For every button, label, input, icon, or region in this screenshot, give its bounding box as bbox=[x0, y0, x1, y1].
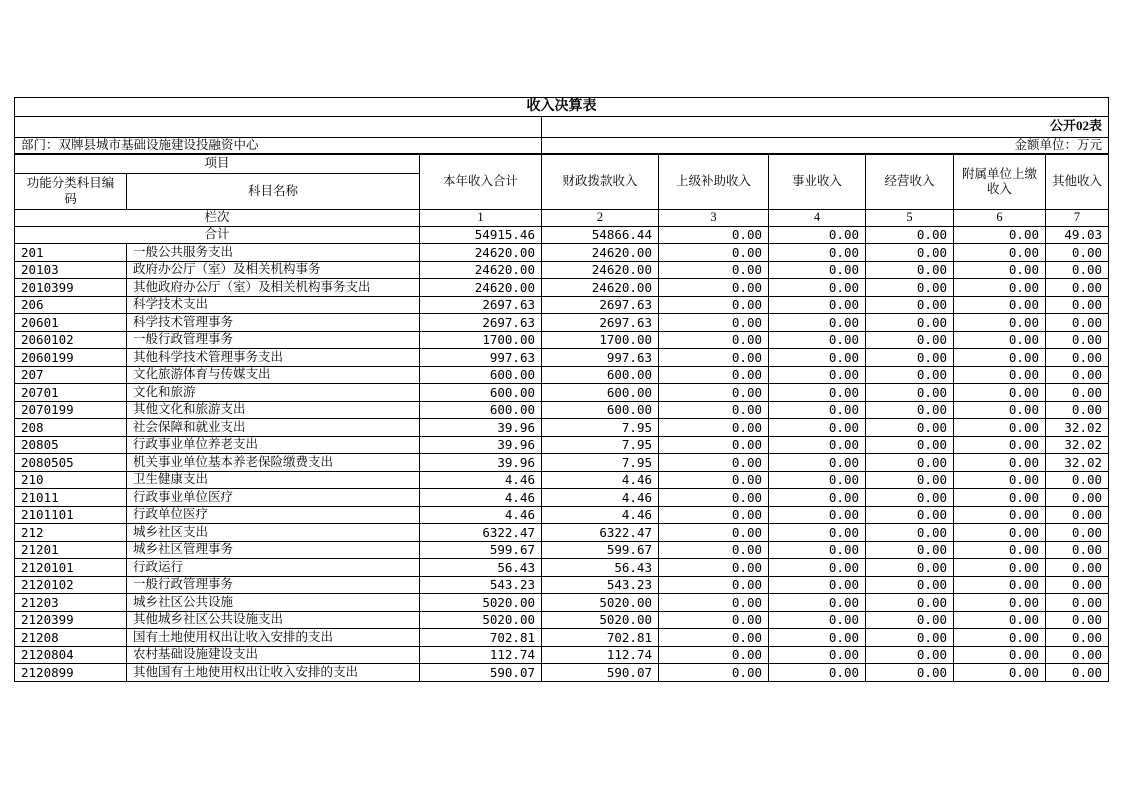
value-cell: 4.46 bbox=[420, 489, 542, 507]
subject-name-cell: 一般行政管理事务 bbox=[127, 576, 420, 594]
value-cell: 0.00 bbox=[866, 524, 954, 542]
value-cell: 0.00 bbox=[866, 366, 954, 384]
value-cell: 0.00 bbox=[769, 384, 866, 402]
value-cell: 0.00 bbox=[1046, 629, 1109, 647]
subject-name-cell: 文化和旅游 bbox=[127, 384, 420, 402]
value-cell: 0.00 bbox=[1046, 349, 1109, 367]
value-cell: 0.00 bbox=[1046, 296, 1109, 314]
value-cell: 0.00 bbox=[866, 646, 954, 664]
subject-name-cell: 社会保障和就业支出 bbox=[127, 419, 420, 437]
project-header: 项目 bbox=[15, 154, 420, 174]
col-header-annual-total-income: 本年收入合计 bbox=[420, 154, 542, 210]
col-header-other-income: 其他收入 bbox=[1046, 154, 1109, 210]
table-row bbox=[15, 366, 1109, 384]
value-cell: 0.00 bbox=[659, 594, 769, 612]
col-header-fiscal-appropriation-income: 财政拨款收入 bbox=[542, 154, 659, 210]
table-row bbox=[15, 454, 1109, 472]
total-value: 54915.46 bbox=[420, 226, 542, 244]
function-code-cell: 207 bbox=[15, 366, 127, 384]
value-cell: 0.00 bbox=[866, 244, 954, 262]
value-cell: 4.46 bbox=[420, 506, 542, 524]
table-code-label: 公开02表 bbox=[542, 116, 1109, 137]
column-index-label: 栏次 bbox=[15, 210, 420, 227]
value-cell: 0.00 bbox=[659, 296, 769, 314]
value-cell: 0.00 bbox=[659, 314, 769, 332]
value-cell: 0.00 bbox=[659, 664, 769, 682]
table-row bbox=[15, 349, 1109, 367]
subject-name-cell: 其他科学技术管理事务支出 bbox=[127, 349, 420, 367]
value-cell: 0.00 bbox=[866, 349, 954, 367]
value-cell: 32.02 bbox=[1046, 454, 1109, 472]
value-cell: 0.00 bbox=[866, 664, 954, 682]
value-cell: 0.00 bbox=[954, 314, 1046, 332]
subject-name-cell: 科学技术支出 bbox=[127, 296, 420, 314]
value-cell: 0.00 bbox=[659, 261, 769, 279]
value-cell: 543.23 bbox=[420, 576, 542, 594]
value-cell: 0.00 bbox=[866, 401, 954, 419]
subject-name-cell: 卫生健康支出 bbox=[127, 471, 420, 489]
value-cell: 0.00 bbox=[954, 436, 1046, 454]
function-code-cell: 2101101 bbox=[15, 506, 127, 524]
value-cell: 0.00 bbox=[1046, 524, 1109, 542]
value-cell: 24620.00 bbox=[420, 279, 542, 297]
table-row bbox=[15, 401, 1109, 419]
value-cell: 6322.47 bbox=[420, 524, 542, 542]
value-cell: 5020.00 bbox=[420, 594, 542, 612]
total-value: 54866.44 bbox=[542, 226, 659, 244]
value-cell: 56.43 bbox=[420, 559, 542, 577]
value-cell: 5020.00 bbox=[542, 611, 659, 629]
value-cell: 590.07 bbox=[542, 664, 659, 682]
value-cell: 0.00 bbox=[1046, 506, 1109, 524]
value-cell: 599.67 bbox=[542, 541, 659, 559]
function-code-cell: 21208 bbox=[15, 629, 127, 647]
subject-name-cell: 行政事业单位养老支出 bbox=[127, 436, 420, 454]
value-cell: 0.00 bbox=[866, 541, 954, 559]
total-label: 合计 bbox=[15, 226, 420, 244]
value-cell: 0.00 bbox=[1046, 559, 1109, 577]
value-cell: 24620.00 bbox=[542, 279, 659, 297]
value-cell: 0.00 bbox=[954, 611, 1046, 629]
value-cell: 0.00 bbox=[866, 629, 954, 647]
table-row bbox=[15, 331, 1109, 349]
value-cell: 0.00 bbox=[1046, 541, 1109, 559]
value-cell: 0.00 bbox=[769, 436, 866, 454]
value-cell: 0.00 bbox=[1046, 384, 1109, 402]
table-body bbox=[15, 244, 1109, 682]
function-code-cell: 206 bbox=[15, 296, 127, 314]
value-cell: 0.00 bbox=[769, 664, 866, 682]
value-cell: 2697.63 bbox=[542, 296, 659, 314]
column-index: 7 bbox=[1046, 210, 1109, 227]
value-cell: 0.00 bbox=[954, 279, 1046, 297]
value-cell: 0.00 bbox=[1046, 279, 1109, 297]
value-cell: 0.00 bbox=[866, 489, 954, 507]
subject-name-cell: 城乡社区公共设施 bbox=[127, 594, 420, 612]
total-value: 0.00 bbox=[954, 226, 1046, 244]
function-code-cell: 20103 bbox=[15, 261, 127, 279]
value-cell: 0.00 bbox=[1046, 401, 1109, 419]
subject-name-cell: 一般行政管理事务 bbox=[127, 331, 420, 349]
value-cell: 0.00 bbox=[954, 489, 1046, 507]
value-cell: 0.00 bbox=[954, 594, 1046, 612]
header-row-project bbox=[15, 154, 1109, 174]
column-index: 2 bbox=[542, 210, 659, 227]
table-row bbox=[15, 314, 1109, 332]
value-cell: 0.00 bbox=[769, 471, 866, 489]
value-cell: 0.00 bbox=[866, 471, 954, 489]
value-cell: 39.96 bbox=[420, 454, 542, 472]
table-row bbox=[15, 244, 1109, 262]
value-cell: 997.63 bbox=[420, 349, 542, 367]
value-cell: 0.00 bbox=[1046, 594, 1109, 612]
value-cell: 0.00 bbox=[954, 471, 1046, 489]
value-cell: 0.00 bbox=[954, 524, 1046, 542]
value-cell: 2697.63 bbox=[420, 296, 542, 314]
table-row bbox=[15, 559, 1109, 577]
value-cell: 2697.63 bbox=[542, 314, 659, 332]
value-cell: 0.00 bbox=[659, 244, 769, 262]
value-cell: 0.00 bbox=[866, 559, 954, 577]
value-cell: 24620.00 bbox=[420, 261, 542, 279]
table-row bbox=[15, 664, 1109, 682]
function-code-cell: 20805 bbox=[15, 436, 127, 454]
total-row bbox=[15, 226, 1109, 244]
value-cell: 0.00 bbox=[769, 506, 866, 524]
value-cell: 600.00 bbox=[542, 366, 659, 384]
table-row bbox=[15, 471, 1109, 489]
column-index: 1 bbox=[420, 210, 542, 227]
value-cell: 0.00 bbox=[769, 454, 866, 472]
value-cell: 0.00 bbox=[769, 279, 866, 297]
table-row bbox=[15, 594, 1109, 612]
value-cell: 600.00 bbox=[542, 401, 659, 419]
subject-name-cell: 城乡社区管理事务 bbox=[127, 541, 420, 559]
value-cell: 0.00 bbox=[769, 261, 866, 279]
subject-name-cell: 其他国有土地使用权出让收入安排的支出 bbox=[127, 664, 420, 682]
value-cell: 0.00 bbox=[659, 279, 769, 297]
value-cell: 0.00 bbox=[659, 541, 769, 559]
table-row bbox=[15, 384, 1109, 402]
value-cell: 0.00 bbox=[866, 506, 954, 524]
subject-name-cell: 农村基础设施建设支出 bbox=[127, 646, 420, 664]
value-cell: 0.00 bbox=[659, 629, 769, 647]
value-cell: 0.00 bbox=[866, 576, 954, 594]
value-cell: 0.00 bbox=[954, 401, 1046, 419]
table-row bbox=[15, 419, 1109, 437]
value-cell: 0.00 bbox=[659, 489, 769, 507]
value-cell: 7.95 bbox=[542, 436, 659, 454]
value-cell: 0.00 bbox=[866, 594, 954, 612]
value-cell: 2697.63 bbox=[420, 314, 542, 332]
column-index: 3 bbox=[659, 210, 769, 227]
function-code-cell: 2120399 bbox=[15, 611, 127, 629]
value-cell: 0.00 bbox=[954, 244, 1046, 262]
value-cell: 0.00 bbox=[954, 506, 1046, 524]
table-row bbox=[15, 541, 1109, 559]
spacer-cell bbox=[15, 116, 542, 137]
value-cell: 0.00 bbox=[1046, 489, 1109, 507]
subject-name-cell: 科学技术管理事务 bbox=[127, 314, 420, 332]
value-cell: 1700.00 bbox=[542, 331, 659, 349]
value-cell: 0.00 bbox=[659, 401, 769, 419]
value-cell: 0.00 bbox=[769, 349, 866, 367]
value-cell: 5020.00 bbox=[542, 594, 659, 612]
value-cell: 0.00 bbox=[1046, 471, 1109, 489]
function-code-cell: 21011 bbox=[15, 489, 127, 507]
value-cell: 0.00 bbox=[659, 384, 769, 402]
table-row bbox=[15, 279, 1109, 297]
subject-name-cell: 行政单位医疗 bbox=[127, 506, 420, 524]
function-code-cell: 2080505 bbox=[15, 454, 127, 472]
value-cell: 0.00 bbox=[659, 436, 769, 454]
value-cell: 0.00 bbox=[659, 471, 769, 489]
value-cell: 24620.00 bbox=[542, 244, 659, 262]
col-header-superior-subsidy-income: 上级补助收入 bbox=[659, 154, 769, 210]
table-row bbox=[15, 611, 1109, 629]
function-code-cell: 2060102 bbox=[15, 331, 127, 349]
value-cell: 0.00 bbox=[769, 646, 866, 664]
value-cell: 0.00 bbox=[769, 594, 866, 612]
value-cell: 0.00 bbox=[769, 559, 866, 577]
subject-name-header: 科目名称 bbox=[127, 174, 420, 210]
unit-label: 金额单位：万元 bbox=[542, 137, 1109, 154]
table-row bbox=[15, 646, 1109, 664]
value-cell: 0.00 bbox=[659, 559, 769, 577]
value-cell: 0.00 bbox=[866, 296, 954, 314]
value-cell: 112.74 bbox=[542, 646, 659, 664]
subject-name-cell: 文化旅游体育与传媒支出 bbox=[127, 366, 420, 384]
value-cell: 7.95 bbox=[542, 419, 659, 437]
department-cell bbox=[15, 137, 542, 154]
value-cell: 0.00 bbox=[659, 331, 769, 349]
function-code-cell: 20701 bbox=[15, 384, 127, 402]
value-cell: 6322.47 bbox=[542, 524, 659, 542]
value-cell: 0.00 bbox=[954, 541, 1046, 559]
table-row bbox=[15, 296, 1109, 314]
value-cell: 0.00 bbox=[659, 576, 769, 594]
value-cell: 997.63 bbox=[542, 349, 659, 367]
subject-name-cell: 机关事业单位基本养老保险缴费支出 bbox=[127, 454, 420, 472]
value-cell: 0.00 bbox=[769, 401, 866, 419]
value-cell: 0.00 bbox=[769, 524, 866, 542]
function-code-cell: 201 bbox=[15, 244, 127, 262]
value-cell: 0.00 bbox=[769, 541, 866, 559]
value-cell: 0.00 bbox=[769, 419, 866, 437]
column-index: 5 bbox=[866, 210, 954, 227]
value-cell: 543.23 bbox=[542, 576, 659, 594]
value-cell: 0.00 bbox=[659, 349, 769, 367]
value-cell: 24620.00 bbox=[420, 244, 542, 262]
column-index-row bbox=[15, 210, 1109, 227]
meta-row-department bbox=[15, 137, 1109, 154]
total-value: 0.00 bbox=[769, 226, 866, 244]
value-cell: 0.00 bbox=[954, 576, 1046, 594]
value-cell: 0.00 bbox=[954, 646, 1046, 664]
function-code-cell: 2070199 bbox=[15, 401, 127, 419]
value-cell: 0.00 bbox=[954, 664, 1046, 682]
value-cell: 1700.00 bbox=[420, 331, 542, 349]
col-header-institutional-income: 事业收入 bbox=[769, 154, 866, 210]
function-code-cell: 2120804 bbox=[15, 646, 127, 664]
value-cell: 0.00 bbox=[769, 576, 866, 594]
value-cell: 0.00 bbox=[1046, 314, 1109, 332]
subject-name-cell: 其他政府办公厅（室）及相关机构事务支出 bbox=[127, 279, 420, 297]
value-cell: 0.00 bbox=[866, 436, 954, 454]
value-cell: 0.00 bbox=[1046, 611, 1109, 629]
value-cell: 0.00 bbox=[769, 366, 866, 384]
value-cell: 56.43 bbox=[542, 559, 659, 577]
value-cell: 39.96 bbox=[420, 436, 542, 454]
function-code-cell: 208 bbox=[15, 419, 127, 437]
value-cell: 0.00 bbox=[866, 454, 954, 472]
value-cell: 0.00 bbox=[954, 629, 1046, 647]
value-cell: 0.00 bbox=[866, 314, 954, 332]
function-code-cell: 2120101 bbox=[15, 559, 127, 577]
total-value: 49.03 bbox=[1046, 226, 1109, 244]
table-row bbox=[15, 576, 1109, 594]
subject-name-cell: 国有土地使用权出让收入安排的支出 bbox=[127, 629, 420, 647]
col-header-operating-income: 经营收入 bbox=[866, 154, 954, 210]
value-cell: 600.00 bbox=[420, 366, 542, 384]
value-cell: 0.00 bbox=[866, 611, 954, 629]
function-code-cell: 2120102 bbox=[15, 576, 127, 594]
value-cell: 0.00 bbox=[769, 629, 866, 647]
value-cell: 0.00 bbox=[954, 559, 1046, 577]
value-cell: 7.95 bbox=[542, 454, 659, 472]
table-row bbox=[15, 489, 1109, 507]
value-cell: 0.00 bbox=[954, 296, 1046, 314]
table-row bbox=[15, 524, 1109, 542]
value-cell: 0.00 bbox=[954, 366, 1046, 384]
value-cell: 0.00 bbox=[954, 384, 1046, 402]
value-cell: 0.00 bbox=[866, 384, 954, 402]
value-cell: 4.46 bbox=[542, 471, 659, 489]
subject-name-cell: 行政事业单位医疗 bbox=[127, 489, 420, 507]
value-cell: 599.67 bbox=[420, 541, 542, 559]
total-value: 0.00 bbox=[866, 226, 954, 244]
department-label: 部门： bbox=[21, 137, 59, 152]
total-value: 0.00 bbox=[659, 226, 769, 244]
value-cell: 0.00 bbox=[954, 331, 1046, 349]
column-index: 4 bbox=[769, 210, 866, 227]
department-name: 双牌县城市基础设施建设投融资中心 bbox=[58, 137, 259, 152]
value-cell: 0.00 bbox=[1046, 664, 1109, 682]
column-index: 6 bbox=[954, 210, 1046, 227]
subject-name-cell: 其他文化和旅游支出 bbox=[127, 401, 420, 419]
value-cell: 0.00 bbox=[769, 611, 866, 629]
value-cell: 0.00 bbox=[769, 331, 866, 349]
function-code-cell: 212 bbox=[15, 524, 127, 542]
function-code-cell: 21201 bbox=[15, 541, 127, 559]
subject-name-cell: 城乡社区支出 bbox=[127, 524, 420, 542]
value-cell: 0.00 bbox=[659, 454, 769, 472]
value-cell: 0.00 bbox=[866, 261, 954, 279]
value-cell: 0.00 bbox=[659, 506, 769, 524]
value-cell: 0.00 bbox=[1046, 576, 1109, 594]
meta-row-table-code bbox=[15, 116, 1109, 137]
col-header-affiliated-unit-remittance: 附属单位上缴收入 bbox=[954, 154, 1046, 210]
revenue-final-accounts-table bbox=[14, 97, 1109, 682]
subject-name-cell: 行政运行 bbox=[127, 559, 420, 577]
value-cell: 0.00 bbox=[1046, 366, 1109, 384]
value-cell: 600.00 bbox=[420, 384, 542, 402]
value-cell: 0.00 bbox=[1046, 331, 1109, 349]
value-cell: 590.07 bbox=[420, 664, 542, 682]
function-code-cell: 20601 bbox=[15, 314, 127, 332]
value-cell: 0.00 bbox=[1046, 261, 1109, 279]
value-cell: 0.00 bbox=[954, 261, 1046, 279]
value-cell: 0.00 bbox=[1046, 646, 1109, 664]
value-cell: 32.02 bbox=[1046, 436, 1109, 454]
value-cell: 0.00 bbox=[769, 314, 866, 332]
value-cell: 0.00 bbox=[659, 611, 769, 629]
value-cell: 0.00 bbox=[659, 419, 769, 437]
value-cell: 0.00 bbox=[1046, 244, 1109, 262]
subject-name-cell: 其他城乡社区公共设施支出 bbox=[127, 611, 420, 629]
value-cell: 600.00 bbox=[420, 401, 542, 419]
value-cell: 0.00 bbox=[659, 524, 769, 542]
table-row bbox=[15, 436, 1109, 454]
page-title: 收入决算表 bbox=[15, 98, 1109, 117]
function-code-cell: 210 bbox=[15, 471, 127, 489]
title-row bbox=[15, 98, 1109, 117]
value-cell: 0.00 bbox=[954, 454, 1046, 472]
value-cell: 702.81 bbox=[420, 629, 542, 647]
table-row bbox=[15, 629, 1109, 647]
value-cell: 702.81 bbox=[542, 629, 659, 647]
value-cell: 0.00 bbox=[954, 419, 1046, 437]
function-code-cell: 2120899 bbox=[15, 664, 127, 682]
value-cell: 32.02 bbox=[1046, 419, 1109, 437]
value-cell: 0.00 bbox=[769, 489, 866, 507]
value-cell: 0.00 bbox=[866, 419, 954, 437]
value-cell: 4.46 bbox=[542, 489, 659, 507]
value-cell: 0.00 bbox=[866, 331, 954, 349]
value-cell: 0.00 bbox=[659, 366, 769, 384]
value-cell: 39.96 bbox=[420, 419, 542, 437]
value-cell: 600.00 bbox=[542, 384, 659, 402]
value-cell: 0.00 bbox=[954, 349, 1046, 367]
value-cell: 0.00 bbox=[659, 646, 769, 664]
value-cell: 4.46 bbox=[420, 471, 542, 489]
function-code-header: 功能分类科目编码 bbox=[15, 174, 127, 210]
value-cell: 112.74 bbox=[420, 646, 542, 664]
value-cell: 5020.00 bbox=[420, 611, 542, 629]
value-cell: 0.00 bbox=[769, 244, 866, 262]
function-code-cell: 2060199 bbox=[15, 349, 127, 367]
value-cell: 24620.00 bbox=[542, 261, 659, 279]
value-cell: 4.46 bbox=[542, 506, 659, 524]
function-code-cell: 2010399 bbox=[15, 279, 127, 297]
value-cell: 0.00 bbox=[866, 279, 954, 297]
value-cell: 0.00 bbox=[769, 296, 866, 314]
table-row bbox=[15, 261, 1109, 279]
subject-name-cell: 一般公共服务支出 bbox=[127, 244, 420, 262]
subject-name-cell: 政府办公厅（室）及相关机构事务 bbox=[127, 261, 420, 279]
function-code-cell: 21203 bbox=[15, 594, 127, 612]
table-row bbox=[15, 506, 1109, 524]
